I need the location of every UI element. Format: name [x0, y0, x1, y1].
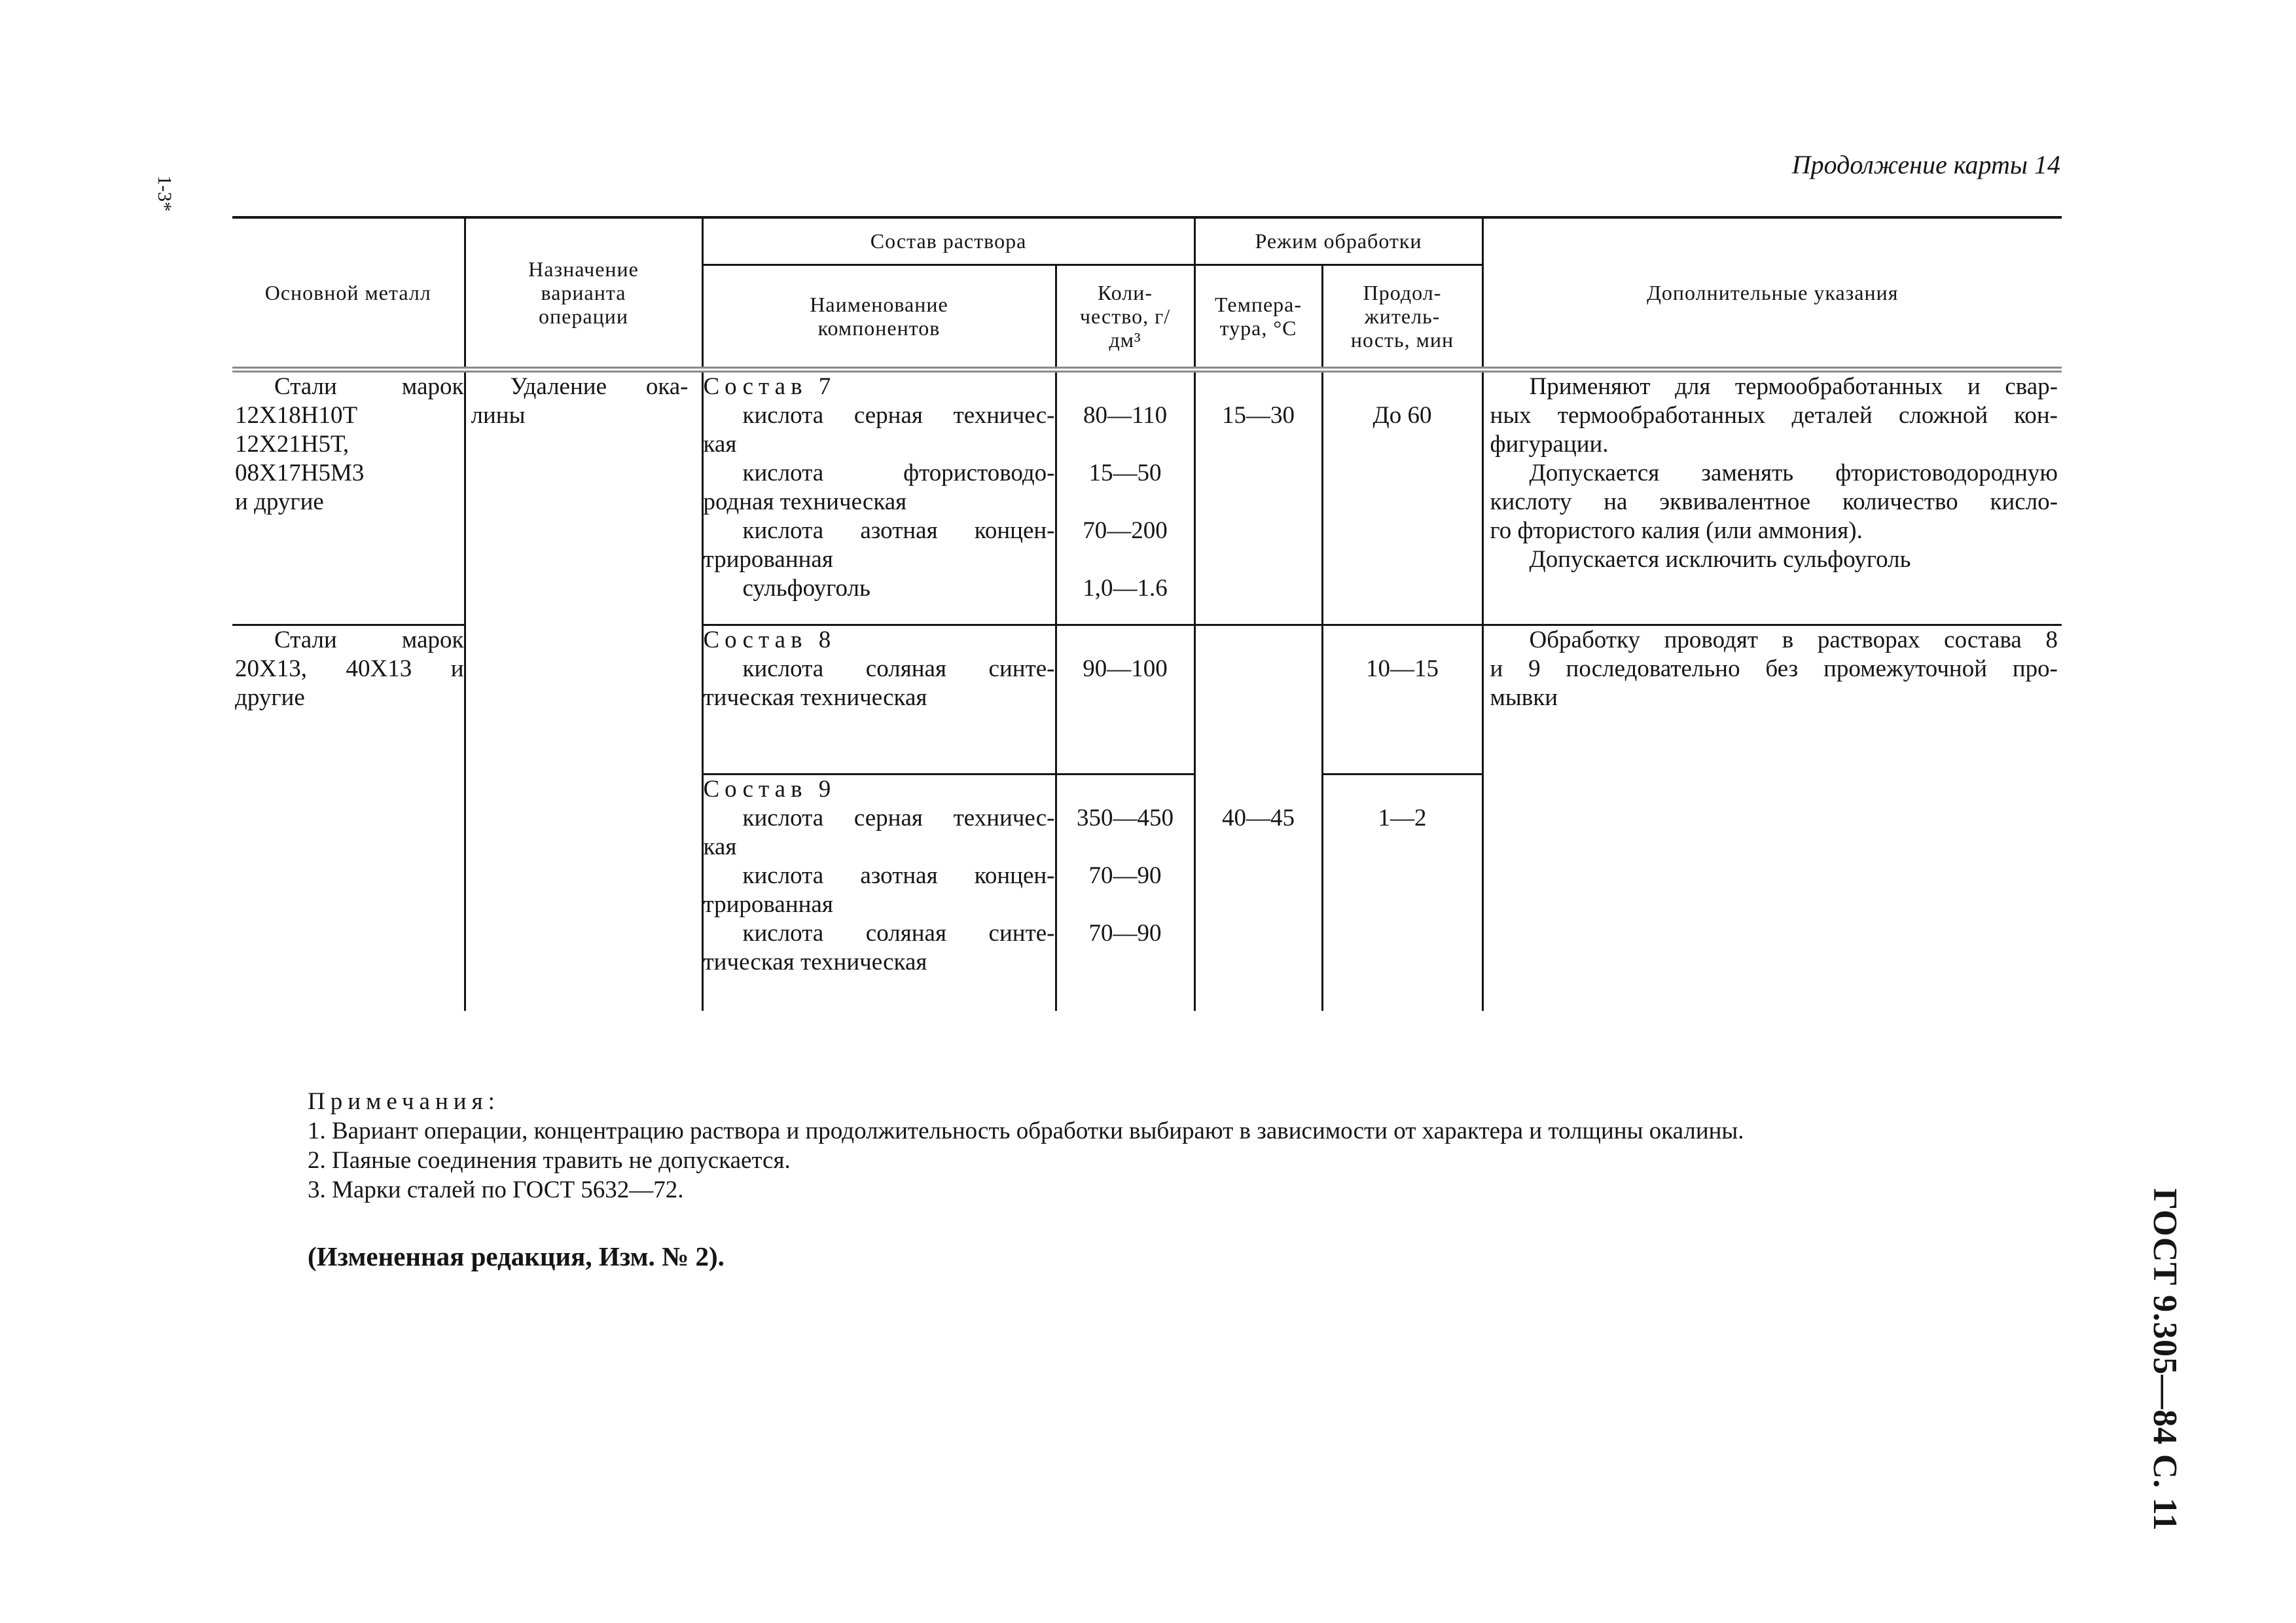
note-line: Допускается заменять фтористоводородную [1529, 459, 2058, 486]
composition-title: Состав 9 [703, 775, 836, 803]
temperature-value: 40—45 [1222, 804, 1295, 831]
metal-line: и другие [235, 488, 324, 515]
component-quantity: 70—90 [1088, 862, 1162, 889]
metal-line: Стали марок [274, 626, 464, 653]
component-name: кая [703, 833, 737, 860]
metal-line: 12Х18Н10Т [235, 401, 358, 429]
components-cell [702, 369, 1056, 625]
component-name: кислота серная техничес- [742, 401, 1055, 429]
component-quantity: 70—200 [1083, 517, 1168, 544]
header-component-name: Наименование компонентов [702, 264, 1056, 369]
component-name: кая [703, 430, 737, 458]
quantity-cell [1056, 369, 1194, 625]
temperature-cell [1194, 625, 1322, 1011]
note-line: Применяют для термообработанных и свар- [1529, 373, 2058, 400]
duration-value: 1—2 [1378, 804, 1427, 831]
metal-line: 08Х17Н5М3 [235, 459, 365, 486]
component-name: кислота фтористоводо- [742, 459, 1055, 486]
component-quantity: 350—450 [1077, 804, 1174, 831]
notes-cell [1482, 369, 2062, 625]
header-row-1 [232, 217, 2062, 264]
note-line: и 9 последовательно без промежуточной про- [1490, 655, 2058, 682]
component-name: тическая техническая [703, 948, 927, 976]
purpose-line: Удаление ока- [510, 373, 689, 400]
duration-cell [1322, 774, 1482, 1011]
duration-value: 10—15 [1366, 655, 1439, 682]
note-line: кислоту на эквивалентное количество кисло- [1490, 488, 2058, 515]
header-base-metal: Основной металл [232, 217, 465, 369]
components-cell [702, 774, 1056, 1011]
component-name: кислота соляная синте- [742, 655, 1055, 682]
component-name: трированная [703, 545, 833, 573]
duration-cell [1322, 625, 1482, 774]
duration-cell [1322, 369, 1482, 625]
temperature-value: 15—30 [1222, 401, 1295, 429]
component-name: трированная [703, 890, 833, 918]
metal-line: 12Х21Н5Т, [235, 430, 350, 458]
notes-block [308, 1087, 1744, 1205]
component-quantity: 70—90 [1088, 919, 1162, 947]
note-line: Допускается исключить сульфоуголь [1529, 545, 1911, 573]
quantity-cell [1056, 625, 1194, 774]
purpose-cell [465, 369, 702, 1011]
duration-value: До 60 [1372, 401, 1432, 429]
notes-cell [1482, 625, 2062, 1011]
composition-title: Состав 8 [703, 626, 836, 653]
component-name: родная техническая [703, 488, 907, 515]
note-item: 1. Вариант операции, концентрацию раствора и продолжительность обработки выбирают в зависимости от характера и толщины окалины. [308, 1118, 1744, 1144]
treatment-table [232, 216, 2062, 1011]
note-line: фигурации. [1490, 430, 1609, 458]
header-quantity: Коли-чество, г/дм³ [1056, 264, 1194, 369]
continuation-caption: Продолжение карты 14 [1791, 150, 2060, 179]
component-quantity: 90—100 [1083, 655, 1168, 682]
components-cell [702, 625, 1056, 774]
purpose-line: лины [471, 401, 526, 429]
component-name: кислота серная техничес- [742, 804, 1055, 831]
note-line: ных термообработанных деталей сложной кон- [1490, 401, 2058, 429]
temperature-cell [1194, 369, 1322, 625]
note-item: 2. Паяные соединения травить не допускается. [308, 1147, 791, 1174]
component-name: кислота азотная концен- [742, 517, 1055, 544]
header-mode: Режим обработки [1194, 217, 1482, 264]
component-name: сульфоуголь [742, 574, 870, 602]
note-item: 3. Марки сталей по ГОСТ 5632—72. [308, 1176, 684, 1203]
metal-line: другие [235, 684, 305, 711]
component-quantity: 15—50 [1088, 459, 1162, 486]
component-name: кислота азотная концен- [742, 862, 1055, 889]
header-purpose: Назначение варианта операции [465, 217, 702, 369]
component-quantity: 80—110 [1083, 401, 1168, 429]
component-name: кислота соляная синте- [742, 919, 1055, 947]
document-standard-number: ГОСТ 9.305—84 С. 11 [2146, 1188, 2183, 1531]
page-side-mark: 1-3* [154, 175, 175, 211]
quantity-cell [1056, 774, 1194, 1011]
header-temperature: Темпера-тура, °С [1194, 264, 1322, 369]
notes-title: Примечания: [308, 1088, 500, 1115]
metal-line: 20Х13, 40Х13 и [235, 655, 464, 682]
header-notes: Дополнительные указания [1482, 217, 2062, 369]
base-metal-cell [232, 625, 465, 1011]
component-quantity: 1,0—1.6 [1083, 574, 1168, 602]
header-solution: Состав раствора [702, 217, 1194, 264]
amendment-note: (Измененная редакция, Изм. № 2). [308, 1241, 725, 1271]
metal-line: Стали марок [274, 373, 464, 400]
note-line: мывки [1490, 684, 1558, 711]
note-line: Обработку проводят в растворах состава 8 [1529, 626, 2058, 653]
base-metal-cell [232, 369, 465, 625]
composition-title: Состав 7 [703, 373, 836, 400]
table-row [232, 369, 2062, 625]
header-duration: Продол-житель-ность, мин [1322, 264, 1482, 369]
note-line: го фтористого калия (или аммония). [1490, 517, 1863, 544]
component-name: тическая техническая [703, 684, 927, 711]
